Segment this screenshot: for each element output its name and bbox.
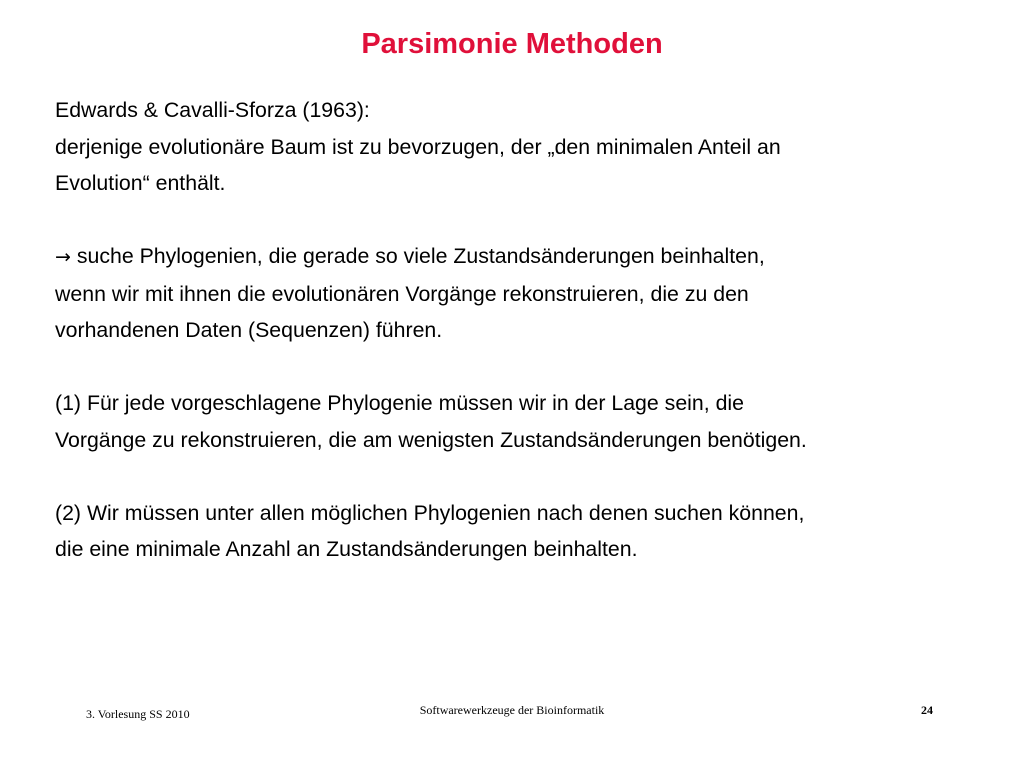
slide-body: [55, 92, 995, 568]
slide-title: Parsimonie Methoden: [361, 28, 663, 60]
implication-line-1: [55, 238, 995, 276]
footer-page-number: 24: [921, 703, 933, 717]
definition-line-2: Evolution“ enthält.: [55, 171, 226, 195]
implication-text: suche Phylogenien, die gerade so viele Zustandsänderungen beinhalten,: [70, 244, 765, 268]
implication-line-3: vorhandenen Daten (Sequenzen) führen.: [55, 318, 443, 342]
requirement-1-line-1: (1) Für jede vorgeschlagene Phylogenie müssen wir in der Lage sein, die: [55, 391, 744, 415]
requirement-1-line-2: Vorgänge zu rekonstruieren, die am wenigsten Zustandsänderungen benötigen.: [55, 427, 807, 452]
implication-line-2: wenn wir mit ihnen die evolutionären Vorgänge rekonstruieren, die zu den: [55, 281, 749, 306]
paragraph-spacer: [55, 349, 995, 386]
footer-lecture: 3. Vorlesung SS 2010: [86, 707, 190, 721]
paragraph-spacer: [55, 458, 995, 495]
requirement-2-line-2: die eine minimale Anzahl an Zustandsänderungen beinhalten.: [55, 537, 638, 561]
citation-line: Edwards & Cavalli-Sforza (1963):: [55, 98, 370, 122]
definition-line-1: derjenige evolutionäre Baum ist zu bevorzugen, der „den minimalen Anteil an: [55, 134, 781, 159]
footer-course-title: Softwarewerkzeuge der Bioinformatik: [419, 703, 605, 717]
requirement-2-line-1: (2) Wir müssen unter allen möglichen Phylogenien nach denen suchen können,: [55, 500, 805, 525]
right-arrow-icon: →: [55, 246, 71, 268]
paragraph-spacer: [55, 202, 995, 239]
